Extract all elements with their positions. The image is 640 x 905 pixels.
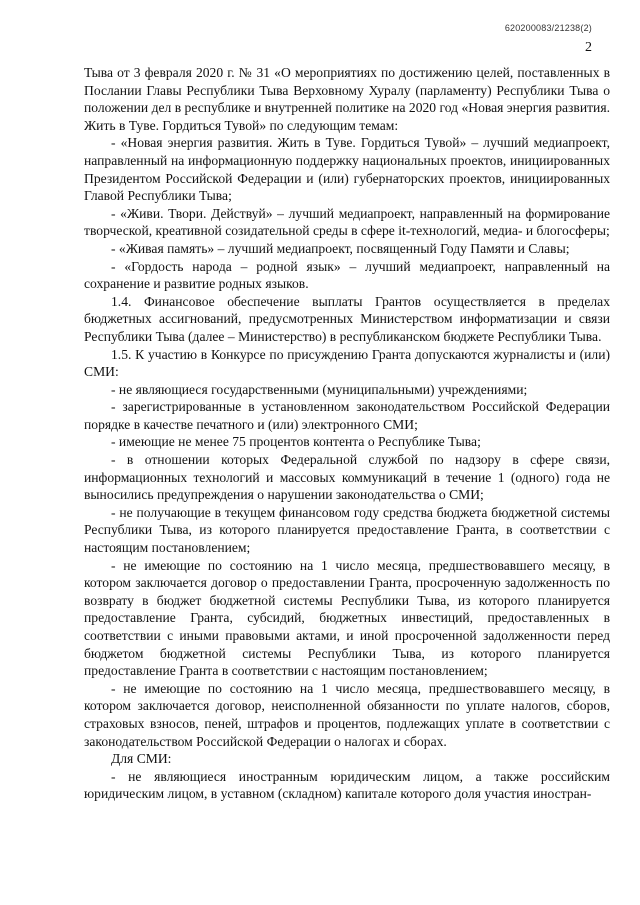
paragraph-topic-native-language: - «Гордость народа – родной язык» – лучший медиапроект, направленный на сохранение и развитие родных языков.	[84, 258, 610, 292]
paragraph-criterion-content: - имеющие не менее 75 процентов контента о Республике Тыва;	[111, 434, 481, 450]
paragraph-intro: Тыва от 3 февраля 2020 г. № 31 «О мероприятиях по достижению целей, поставленных в Послании Главы Республики Тыва Верховному Хуралу (парламенту) Республики Тыва о положении дел в республике и внутренней политике на 2020 год «Новая энергия развития. Жить в Туве. Гордиться Тувой» по следующим темам:	[84, 65, 610, 133]
paragraph-topic-new-energy: - «Новая энергия развития. Жить в Туве. Гордиться Тувой» – лучший медиапроект, направленный на информационную поддержку национальных проектов, инициированных Президентом Российской Федерации и (или) губернаторских проектов, инициированных Главой Республики Тыва;	[84, 135, 610, 204]
paragraph-criterion-no-taxes: - не имеющие по состоянию на 1 число месяца, предшествовавшего месяцу, в котором заключается договор, неисполненной обязанности по уплате налогов, сборов, страховых взносов, пеней, штрафов и процентов, подлежащих уплате в соответствии с законодательством Российской Федерации о налогах и сборах.	[84, 680, 610, 749]
paragraph-for-media: Для СМИ:	[111, 751, 172, 767]
paragraph-criterion-registered: - зарегистрированные в установленном законодательством Российской Федерации порядке в качестве печатного и (или) электронного СМИ;	[84, 399, 610, 432]
paragraph-criterion-no-funds: - не получающие в текущем финансовом году средства бюджета бюджетной системы Республики Тыва, из которого планируется предоставление Гранта, в соответствии с настоящим постановлением;	[84, 504, 610, 556]
page-number: 2	[585, 40, 592, 55]
paragraph-criterion-no-debt: - не имеющие по состоянию на 1 число месяца, предшествовавшего месяцу, в котором заключается договор о предоставлении Гранта, просроченную задолженность по возврату в бюджет бюджетной системы Республики Тыва, из которого планируется предоставление Гранта, субсидий, бюджетных инвестиций, предоставленных в соответствии с иными правовыми актами, и иной просроченной задолженности перед бюджетом бюджетной системы Республики Тыва, из которого планируется предоставление Гранта в соответствии с настоящим постановлением;	[84, 557, 610, 679]
paragraph-section-1-5: 1.5. К участию в Конкурсе по присуждению Гранта допускаются журналисты и (или) СМИ:	[84, 346, 610, 380]
document-body	[84, 64, 610, 803]
paragraph-criterion-not-state: - не являющиеся государственными (муниципальными) учреждениями;	[111, 381, 528, 397]
document-id: 620200083/21238(2)	[504, 23, 592, 33]
paragraph-topic-live-create: - «Живи. Твори. Действуй» – лучший медиапроект, направленный на формирование творческой, креативной созидательной среды в сфере it-технологий, медиа- и блогосферы;	[84, 205, 610, 239]
paragraph-section-1-4: 1.4. Финансовое обеспечение выплаты Грантов осуществляется в пределах бюджетных ассигнований, предусмотренных Министерством информатизации и связи Республики Тыва (далее – Министерство) в республиканском бюджете Республики Тыва.	[84, 293, 610, 344]
paragraph-topic-living-memory: - «Живая память» – лучший медиапроект, посвященный Году Памяти и Славы;	[111, 240, 570, 256]
paragraph-criterion-not-foreign: - не являющиеся иностранным юридическим лицом, а также российским юридическим лицом, в уставном (складном) капитале которого доля участия иностран-	[84, 768, 610, 802]
paragraph-criterion-no-warnings: - в отношении которых Федеральной службой по надзору в сфере связи, информационных технологий и массовых коммуникаций в течение 1 (одного) года не выносились предупреждения о нарушении законодательства о СМИ;	[84, 452, 610, 503]
